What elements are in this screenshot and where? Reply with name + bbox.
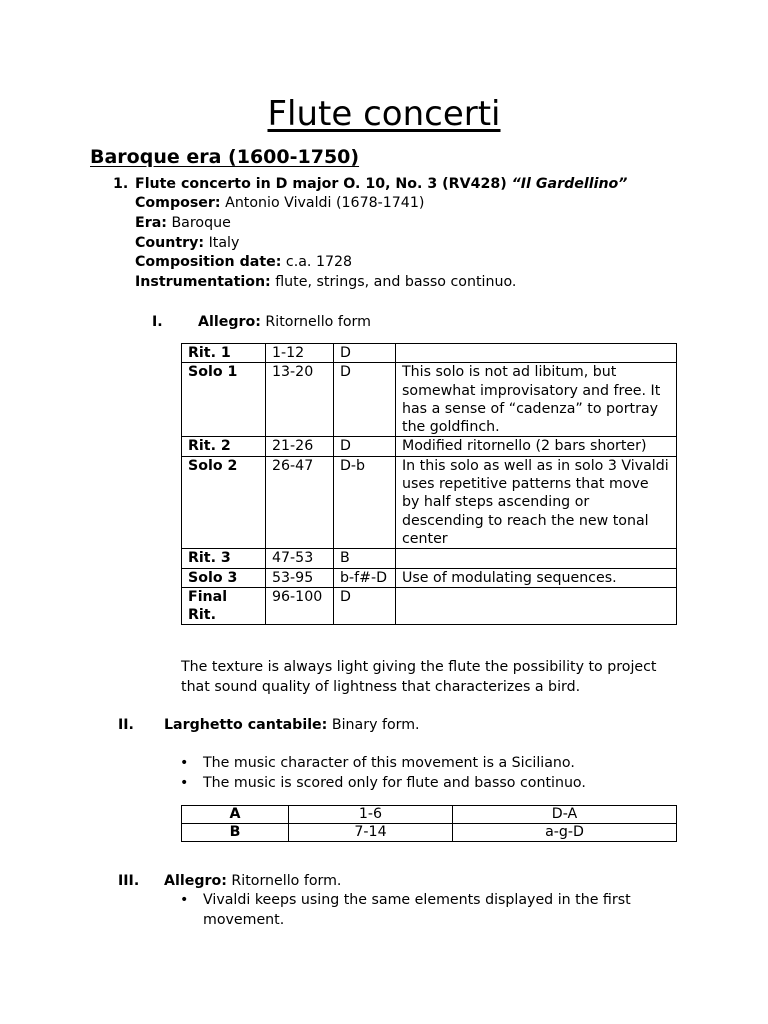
movement-numeral: III. [118,873,140,889]
section-cell: Solo 3 [182,568,266,587]
list-item [180,774,680,794]
texture-paragraph: The texture is always light giving the flute the possibility to project that sound quality of lightness that characterizes a bird. [181,659,657,695]
note-cell [396,587,677,625]
note-cell: Use of modulating sequences. [396,568,677,587]
list-item [180,754,680,774]
key-cell: B [334,549,396,568]
bars-cell: 53-95 [266,568,334,587]
fact-value: flute, strings, and basso continuo. [275,274,517,291]
movement-title [198,312,371,332]
movement-form: Binary form. [331,717,420,733]
work-title [135,174,627,194]
section-cell: A [182,806,289,824]
movement-2-heading [0,715,768,735]
page-title: Flute concerti [267,94,501,134]
note-cell: This solo is not ad libitum, but somewhat improvisatory and free. It has a sense of “cadenza” to portray the goldfinch. [396,363,677,437]
bars-cell: 1-6 [289,806,453,824]
table-row [182,568,677,587]
bars-cell: 13-20 [266,363,334,437]
movement-title [164,715,420,735]
section-cell: Rit. 2 [182,437,266,456]
key-cell: D [334,587,396,625]
list-item-text: The music character of this movement is a Siciliano. [203,755,575,771]
key-cell: D [334,344,396,363]
work-facts [135,194,516,293]
table-row [182,824,677,842]
bars-cell: 21-26 [266,437,334,456]
table-row [182,363,677,437]
table-row [182,806,677,824]
key-cell: D [334,363,396,437]
fact-value: Baroque [171,214,231,231]
section-cell: Rit. 3 [182,549,266,568]
key-cell: D-A [453,806,677,824]
movement-3-bullets [180,891,680,930]
movement-name: Allegro: [198,314,261,330]
fact-era [135,214,516,234]
bars-cell: 47-53 [266,549,334,568]
movement-numeral: II. [118,717,134,733]
list-item-text: Vivaldi keeps using the same elements displayed in the first movement. [203,892,631,928]
list-item [180,891,680,930]
movement-numeral: I. [152,314,163,330]
note-cell: In this solo as well as in solo 3 Vivaldi uses repetitive patterns that move by half steps ascending or descending to reach the new tonal center [396,456,677,548]
ritornello-table [181,343,677,625]
fact-value: c.a. 1728 [285,254,353,271]
fact-label: Country: [135,234,205,251]
work-number: 1. [113,176,129,192]
bullet-icon: • [180,774,189,791]
bars-cell: 96-100 [266,587,334,625]
table-row [182,344,677,363]
movement-3-heading [0,871,768,891]
table-row [182,587,677,625]
fact-composer [135,194,516,214]
work-title-main: Flute concerto in D major O. 10, No. 3 (RV428) [135,176,507,192]
fact-value: Antonio Vivaldi (1678-1741) [225,195,425,211]
section-cell: Solo 1 [182,363,266,437]
movement-2-bullets [180,754,680,793]
section-cell: Final Rit. [182,587,266,625]
key-cell: a-g-D [453,824,677,842]
bars-cell: 1-12 [266,344,334,363]
fact-instrumentation [135,273,516,293]
fact-label: Composition date: [135,254,282,271]
key-cell: b-f#-D [334,568,396,587]
movement-name: Larghetto cantabile: [164,717,328,733]
fact-label: Instrumentation: [135,274,271,291]
fact-country [135,234,516,254]
movement-1-heading [0,312,768,332]
note-cell [396,549,677,568]
movement-form: Ritornello form. [231,873,342,889]
table-row [182,437,677,456]
table-row [182,549,677,568]
fact-value: Italy [208,234,240,251]
movement-name: Allegro: [164,873,227,889]
section-heading: Baroque era (1600-1750) [90,146,360,168]
section-cell: Rit. 1 [182,344,266,363]
work-nickname: “Il Gardellino” [511,176,628,192]
fact-label: Composer: [135,195,221,211]
movement-title [164,871,341,891]
fact-label: Era: [135,214,167,231]
table-row [182,456,677,548]
bars-cell: 7-14 [289,824,453,842]
key-cell: D-b [334,456,396,548]
key-cell: D [334,437,396,456]
note-cell [396,344,677,363]
binary-form-table [181,805,677,842]
section-cell: B [182,824,289,842]
note-cell: Modified ritornello (2 bars shorter) [396,437,677,456]
bullet-icon: • [180,755,189,771]
movement-form: Ritornello form [265,314,371,330]
list-item-text: The music is scored only for flute and basso continuo. [203,774,586,791]
section-cell: Solo 2 [182,456,266,548]
bullet-icon: • [180,892,189,908]
bars-cell: 26-47 [266,456,334,548]
fact-composition-date [135,253,516,273]
